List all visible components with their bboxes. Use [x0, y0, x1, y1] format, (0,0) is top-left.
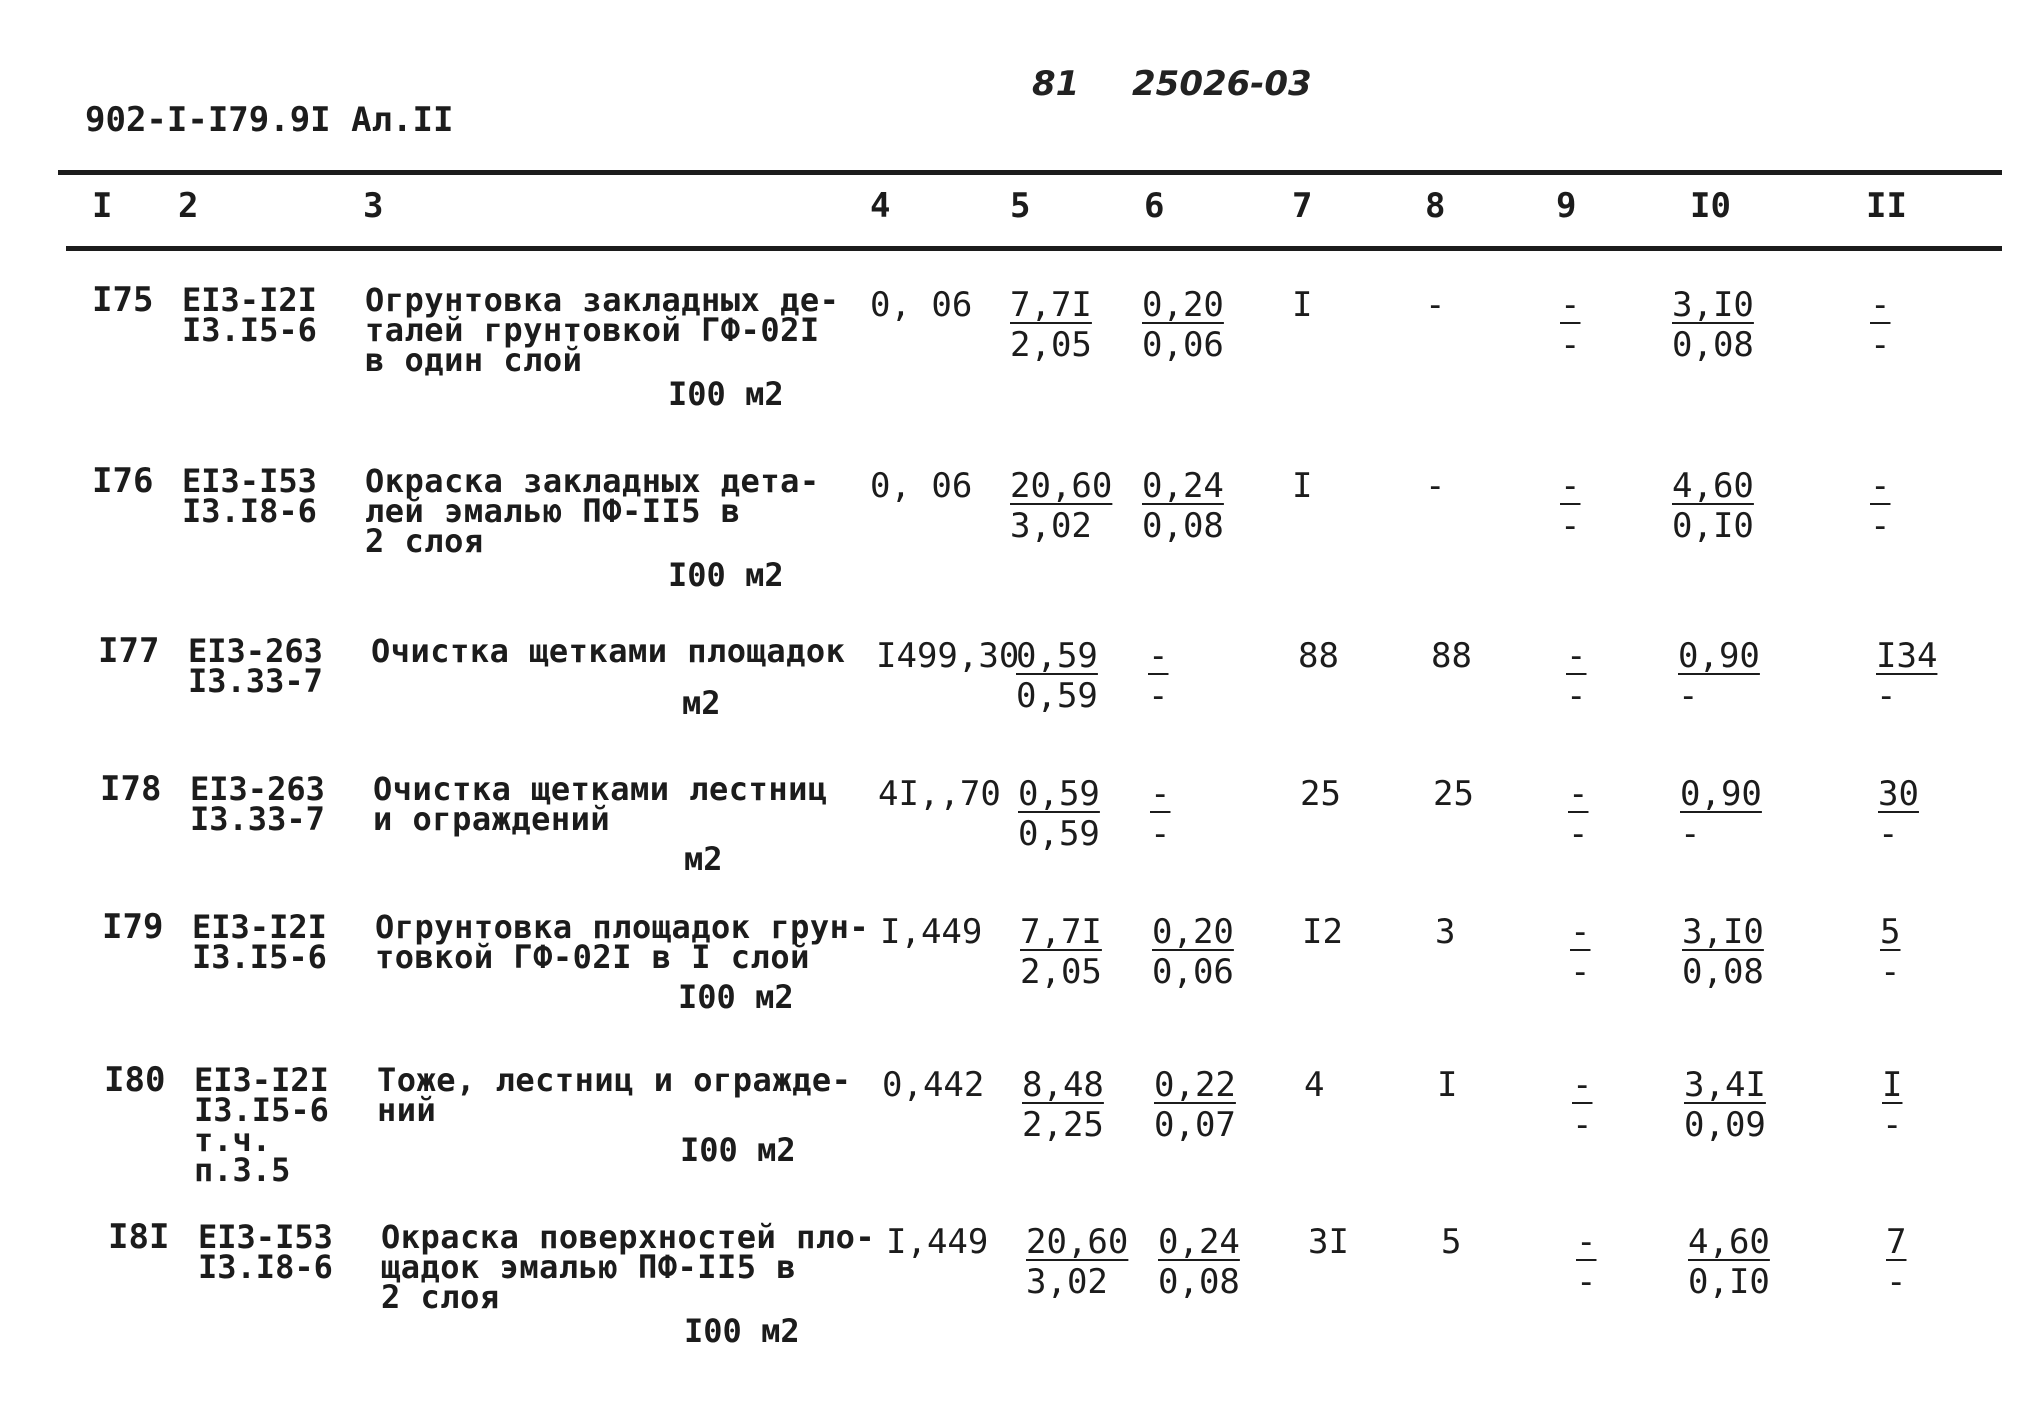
work-description	[377, 1061, 877, 1129]
total-wages: 25	[1433, 774, 1474, 814]
machine-cost-bottom: -	[1576, 1262, 1597, 1302]
labor-cost-bottom: 0,09	[1684, 1105, 1766, 1145]
table-row	[0, 907, 2028, 1062]
labor-cost-bottom: 0,I0	[1688, 1262, 1770, 1302]
unit-cost	[1016, 636, 1098, 716]
rate-code	[190, 770, 325, 838]
total-labor-top: -	[1870, 285, 1891, 325]
labor-cost-top: 0,90	[1680, 774, 1762, 814]
wage-cost-top: 0,20	[1142, 285, 1224, 325]
labor-cost	[1672, 466, 1754, 546]
labor-cost-bottom: 0,I0	[1672, 506, 1754, 546]
wage-cost-top: 0,24	[1142, 466, 1224, 506]
rate-code	[182, 281, 317, 349]
rate-code-line: EI3-I2I	[192, 908, 327, 946]
total-cost: I	[1292, 285, 1313, 325]
total-labor	[1886, 1222, 1906, 1302]
unit-cost-bottom: 3,02	[1026, 1262, 1108, 1302]
column-header-4: 4	[870, 186, 891, 226]
unit-cost	[1026, 1222, 1128, 1302]
rate-code-line: EI3-I2I	[194, 1061, 329, 1099]
description-line: щадок эмалью ПФ-II5 в	[381, 1248, 797, 1286]
unit-cost-top: 0,59	[1016, 636, 1098, 676]
wage-cost	[1152, 912, 1234, 992]
table-row	[0, 769, 2028, 924]
wage-cost-bottom: -	[1150, 814, 1171, 854]
machine-cost-top: -	[1560, 466, 1581, 506]
wage-cost-bottom: -	[1148, 676, 1169, 716]
total-labor-bottom: -	[1880, 952, 1901, 992]
rate-code-line: I3.I8-6	[182, 492, 317, 530]
quantity: 4I,,70	[878, 774, 1001, 814]
labor-cost-top: 4,60	[1688, 1222, 1770, 1262]
labor-cost	[1678, 636, 1760, 716]
column-header-2: 2	[178, 186, 199, 226]
unit-cost-top: 8,48	[1022, 1065, 1104, 1105]
table-row	[0, 631, 2028, 786]
machine-cost-top: -	[1572, 1065, 1593, 1105]
machine-cost-top: -	[1570, 912, 1591, 952]
labor-cost	[1688, 1222, 1770, 1302]
labor-cost	[1684, 1065, 1766, 1145]
row-number: I77	[98, 631, 160, 671]
unit-cost	[1018, 774, 1100, 854]
wage-cost	[1142, 466, 1224, 546]
total-labor-top: I	[1882, 1065, 1903, 1105]
labor-cost-bottom: 0,08	[1682, 952, 1764, 992]
total-labor	[1870, 285, 1890, 365]
unit-cost-bottom: 2,05	[1010, 325, 1092, 365]
wage-cost-top: 0,24	[1158, 1222, 1240, 1262]
unit-cost-top: 7,7I	[1010, 285, 1092, 325]
total-labor-top: 5	[1880, 912, 1901, 952]
total-cost: I2	[1302, 912, 1343, 952]
wage-cost-bottom: 0,06	[1152, 952, 1234, 992]
quantity: 0,442	[882, 1065, 985, 1105]
column-header-8: 8	[1425, 186, 1446, 226]
column-header-3: 3	[363, 186, 384, 226]
labor-cost	[1682, 912, 1764, 992]
document-number: 25026-03	[1132, 64, 1312, 104]
wage-cost	[1148, 636, 1168, 716]
unit-of-measure: I00 м2	[668, 556, 784, 594]
description-line: и ограждений	[373, 800, 611, 838]
machine-cost	[1572, 1065, 1592, 1145]
quantity: 0, 06	[870, 466, 973, 506]
quantity: I,449	[886, 1222, 989, 1262]
rate-code-line: т.ч.	[194, 1121, 272, 1159]
total-wages: 3	[1435, 912, 1456, 952]
total-labor	[1878, 774, 1919, 854]
description-line: в один слой	[365, 341, 583, 379]
machine-cost-bottom: -	[1570, 952, 1591, 992]
unit-cost-bottom: 2,25	[1022, 1105, 1104, 1145]
rate-code-line: I3.I5-6	[192, 938, 327, 976]
total-labor-bottom: -	[1876, 676, 1897, 716]
row-number: I75	[92, 280, 154, 320]
total-cost: 25	[1300, 774, 1341, 814]
machine-cost	[1576, 1222, 1596, 1302]
machine-cost-bottom: -	[1568, 814, 1589, 854]
total-cost: 4	[1304, 1065, 1325, 1105]
wage-cost-bottom: 0,08	[1158, 1262, 1240, 1302]
column-header-11: II	[1866, 186, 1907, 226]
rate-code-line: I3.I5-6	[182, 311, 317, 349]
machine-cost-bottom: -	[1560, 325, 1581, 365]
total-labor-top: -	[1870, 466, 1891, 506]
document-code: 902-I-I79.9I Ал.II	[85, 100, 454, 140]
machine-cost-bottom: -	[1572, 1105, 1593, 1145]
total-wages: I	[1437, 1065, 1458, 1105]
work-description	[381, 1218, 881, 1316]
description-line: Тоже, лестниц и огражде-	[377, 1061, 852, 1099]
column-header-9: 9	[1556, 186, 1577, 226]
description-line: лей эмалью ПФ-II5 в	[365, 492, 741, 530]
quantity: 0, 06	[870, 285, 973, 325]
rate-code	[198, 1218, 333, 1286]
quantity: I499,30	[876, 636, 1020, 676]
row-number: I76	[92, 461, 154, 501]
labor-cost	[1680, 774, 1762, 854]
header-bottom-rule	[66, 246, 2002, 251]
total-cost: 88	[1298, 636, 1339, 676]
unit-of-measure: м2	[684, 840, 723, 878]
total-wages: -	[1425, 466, 1446, 506]
unit-of-measure: м2	[682, 684, 721, 722]
wage-cost-bottom: 0,07	[1154, 1105, 1236, 1145]
total-labor-bottom: -	[1882, 1105, 1903, 1145]
labor-cost-top: 0,90	[1678, 636, 1760, 676]
work-description	[375, 908, 875, 976]
wage-cost	[1150, 774, 1170, 854]
unit-of-measure: I00 м2	[678, 978, 794, 1016]
column-header-10: I0	[1690, 186, 1731, 226]
unit-cost	[1010, 466, 1112, 546]
wage-cost-top: 0,22	[1154, 1065, 1236, 1105]
table-row	[0, 1060, 2028, 1215]
machine-cost	[1566, 636, 1586, 716]
rate-code	[194, 1061, 329, 1189]
wage-cost	[1154, 1065, 1236, 1145]
unit-cost	[1020, 912, 1102, 992]
rate-code	[192, 908, 327, 976]
total-cost: 3I	[1308, 1222, 1349, 1262]
unit-of-measure: I00 м2	[680, 1131, 796, 1169]
total-labor-bottom: -	[1870, 325, 1891, 365]
total-labor-bottom: -	[1878, 814, 1899, 854]
description-line: товкой ГФ-02I в I слой	[375, 938, 810, 976]
work-description	[373, 770, 873, 838]
unit-cost-bottom: 3,02	[1010, 506, 1092, 546]
total-labor	[1870, 466, 1890, 546]
description-line: Окраска поверхностей пло-	[381, 1218, 876, 1256]
unit-cost	[1022, 1065, 1104, 1145]
unit-of-measure: I00 м2	[684, 1312, 800, 1350]
total-labor-top: 30	[1878, 774, 1919, 814]
machine-cost	[1568, 774, 1588, 854]
rate-code-line: EI3-263	[188, 632, 323, 670]
column-header-1: I	[92, 186, 113, 226]
total-labor-top: I34	[1876, 636, 1938, 676]
rate-code	[188, 632, 323, 700]
total-wages: -	[1425, 285, 1446, 325]
unit-cost-top: 20,60	[1026, 1222, 1129, 1262]
description-line: 2 слоя	[381, 1278, 500, 1316]
machine-cost-top: -	[1566, 636, 1587, 676]
machine-cost-top: -	[1568, 774, 1589, 814]
wage-cost-bottom: 0,08	[1142, 506, 1224, 546]
labor-cost-bottom: -	[1680, 814, 1701, 854]
labor-cost-top: 3,4I	[1684, 1065, 1766, 1105]
total-labor-bottom: -	[1870, 506, 1891, 546]
unit-cost-top: 0,59	[1018, 774, 1100, 814]
labor-cost-top: 3,I0	[1682, 912, 1764, 952]
row-number: I80	[104, 1060, 166, 1100]
table-row	[0, 280, 2028, 435]
total-labor	[1876, 636, 1937, 716]
wage-cost	[1142, 285, 1224, 365]
total-labor-top: 7	[1886, 1222, 1907, 1262]
unit-cost	[1010, 285, 1092, 365]
machine-cost	[1570, 912, 1590, 992]
rate-code-line: I3.33-7	[190, 800, 325, 838]
wage-cost-top: 0,20	[1152, 912, 1234, 952]
description-line: Огрунтовка закладных де-	[365, 281, 840, 319]
work-description	[365, 281, 865, 379]
description-line: 2 слоя	[365, 522, 484, 560]
description-line: Окраска закладных дета-	[365, 462, 820, 500]
rate-code-line: п.3.5	[194, 1151, 291, 1189]
row-number: I79	[102, 907, 164, 947]
table-top-rule	[58, 170, 2002, 175]
rate-code-line: I3.I8-6	[198, 1248, 333, 1286]
work-description	[365, 462, 865, 560]
wage-cost-top: -	[1150, 774, 1171, 814]
machine-cost	[1560, 285, 1580, 365]
rate-code-line: EI3-263	[190, 770, 325, 808]
unit-cost-bottom: 0,59	[1016, 676, 1098, 716]
labor-cost-bottom: -	[1678, 676, 1699, 716]
total-cost: I	[1292, 466, 1313, 506]
machine-cost	[1560, 466, 1580, 546]
wage-cost	[1158, 1222, 1240, 1302]
total-wages: 88	[1431, 636, 1472, 676]
rate-code	[182, 462, 317, 530]
rate-code-line: EI3-I53	[182, 462, 317, 500]
rate-code-line: EI3-I2I	[182, 281, 317, 319]
machine-cost-top: -	[1576, 1222, 1597, 1262]
machine-cost-top: -	[1560, 285, 1581, 325]
column-header-7: 7	[1292, 186, 1313, 226]
labor-cost-top: 4,60	[1672, 466, 1754, 506]
total-wages: 5	[1441, 1222, 1462, 1262]
unit-cost-bottom: 2,05	[1020, 952, 1102, 992]
total-labor-bottom: -	[1886, 1262, 1907, 1302]
column-header-5: 5	[1010, 186, 1031, 226]
wage-cost-top: -	[1148, 636, 1169, 676]
machine-cost-bottom: -	[1560, 506, 1581, 546]
page-number: 81	[1032, 64, 1080, 104]
description-line: талей грунтовкой ГФ-02I	[365, 311, 820, 349]
description-line: Огрунтовка площадок грун-	[375, 908, 870, 946]
row-number: I8I	[108, 1217, 170, 1257]
machine-cost-bottom: -	[1566, 676, 1587, 716]
unit-of-measure: I00 м2	[668, 375, 784, 413]
description-line: ний	[377, 1091, 437, 1129]
column-header-6: 6	[1144, 186, 1165, 226]
unit-cost-bottom: 0,59	[1018, 814, 1100, 854]
rate-code-line: I3.33-7	[188, 662, 323, 700]
unit-cost-top: 7,7I	[1020, 912, 1102, 952]
unit-cost-top: 20,60	[1010, 466, 1113, 506]
labor-cost-bottom: 0,08	[1672, 325, 1754, 365]
row-number: I78	[100, 769, 162, 809]
description-line: Очистка щетками площадок	[371, 632, 846, 670]
labor-cost	[1672, 285, 1754, 365]
description-line: Очистка щетками лестниц	[373, 770, 828, 808]
table-row	[0, 461, 2028, 616]
wage-cost-bottom: 0,06	[1142, 325, 1224, 365]
table-row	[0, 1217, 2028, 1372]
quantity: I,449	[880, 912, 983, 952]
total-labor	[1880, 912, 1900, 992]
work-description	[371, 632, 871, 670]
rate-code-line: EI3-I53	[198, 1218, 333, 1256]
labor-cost-top: 3,I0	[1672, 285, 1754, 325]
rate-code-line: I3.I5-6	[194, 1091, 329, 1129]
total-labor	[1882, 1065, 1902, 1145]
